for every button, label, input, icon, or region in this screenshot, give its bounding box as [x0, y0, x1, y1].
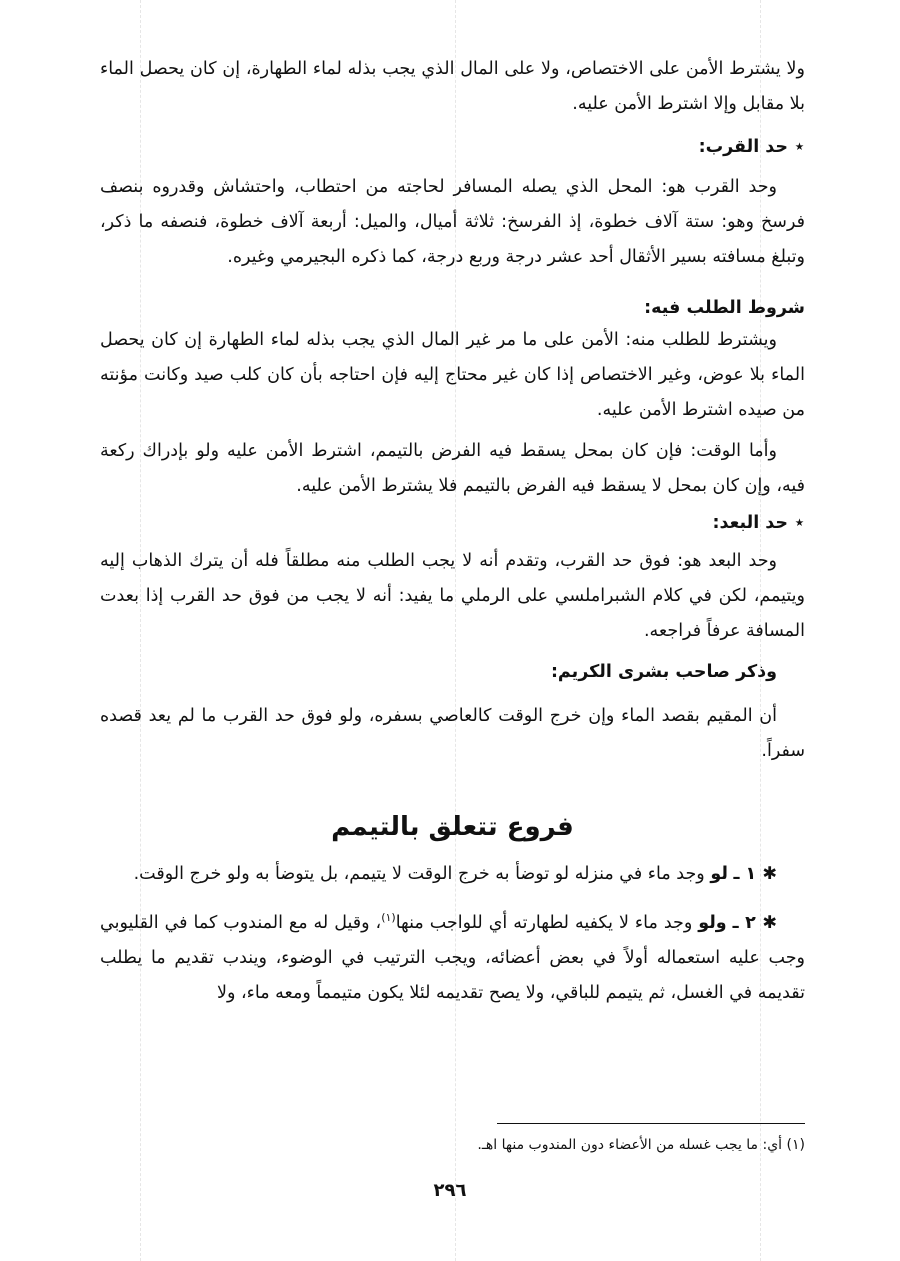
asterisk-icon: ✱ [755, 913, 777, 933]
branch-item-2 [100, 906, 805, 1011]
item-text-continued: ، وقيل له مع المندوب كما في القليوبي وجب عليه استعماله أولاً في بعض أعضائه، ويجب الترتيب في الوضوء، ويندب تقديم ما يطلب تقديمه في الغسل، ثم يتيمم للباقي، ولا يصح تقديمه لئلا يكون متيمماً ومعه ماء، ولا [100, 913, 805, 1003]
asterisk-icon: ✱ [756, 864, 777, 884]
item-lead-word: ولو [698, 913, 727, 933]
heading-qurb: ⋆حد القرب: [100, 132, 805, 162]
item-text: وجد ماء في منزله لو توضأ به خرج الوقت لا يتيمم، بل يتوضأ به ولو خرج الوقت. [133, 864, 705, 884]
footnote-number: (١) [786, 1137, 805, 1153]
heading-shurut: شروط الطلب فيه: [644, 298, 805, 318]
paragraph-qurb: وحد القرب هو: المحل الذي يصله المسافر لحاجته من احتطاب، واحتشاش وقدروه بنصف فرسخ وهو: ستة آلاف خطوة، إذ الفرسخ: ثلاثة أميال، والميل: أربعة آلاف خطوة، فنصفه ما ذكر، وتبلغ مسافته بسير الأثقال أحد عشر درجة وربع درجة، كما ذكره البجيرمي وغيره. [100, 177, 805, 267]
item-number: ١ ـ [733, 864, 757, 884]
paragraph-intro: ولا يشترط الأمن على الاختصاص، ولا على المال الذي يجب بذله لماء الطهارة، إن كان يحصل الماء بلا مقابل وإلا اشترط الأمن عليه. [100, 59, 805, 114]
page-body [100, 52, 805, 1011]
item-lead-word: لو [710, 864, 728, 884]
footnote-divider [497, 1123, 805, 1124]
paragraph-bushra: أن المقيم بقصد الماء وإن خرج الوقت كالعاصي بسفره، ولو فوق حد القرب ما لم يعد قصده سفراً. [100, 706, 805, 761]
footnote-text: أي: ما يجب غسله من الأعضاء دون المندوب منها اهـ. [477, 1137, 783, 1153]
item-text: وجد ماء لا يكفيه لطهارته أي للواجب منها [395, 913, 693, 933]
footnote [100, 1133, 805, 1157]
item-number: ٢ ـ [732, 913, 756, 933]
page-number: ٢٩٦ [433, 1180, 467, 1201]
section-title: فروع تتعلق بالتيمم [331, 812, 574, 842]
paragraph-bud: وحد البعد هو: فوق حد القرب، وتقدم أنه لا يجب الطلب منه مطلقاً فله أن يترك الذهاب إليه ويتيمم، لكن في كلام الشبراملسي على الرملي ما يفيد: أنه لا يجب من فوق حد القرب إذا بعدت المسافة عرفاً فراجعه. [100, 551, 805, 641]
star-icon: ⋆ [794, 137, 805, 157]
footnote-ref: (١) [381, 911, 396, 925]
heading-bud: ⋆حد البعد: [100, 508, 805, 538]
star-icon: ⋆ [794, 513, 805, 533]
branch-item-1 [100, 857, 805, 892]
heading-bushra: وذكر صاحب بشرى الكريم: [550, 662, 777, 682]
paragraph-shurut-1: ويشترط للطلب منه: الأمن على ما مر غير المال الذي يجب بذله لماء الطهارة إن كان يحصل الماء بلا عوض، وغير الاختصاص إذا كان غير محتاج إليه فإن احتاجه بأن كان كلب صيد وكانت مؤنته من صيده اشترط الأمن عليه. [100, 330, 805, 420]
paragraph-shurut-2: وأما الوقت: فإن كان بمحل يسقط فيه الفرض بالتيمم، اشترط الأمن عليه ولو بإدراك ركعة فيه، وإن كان بمحل لا يسقط فيه الفرض بالتيمم فلا يشترط الأمن عليه. [100, 441, 805, 496]
